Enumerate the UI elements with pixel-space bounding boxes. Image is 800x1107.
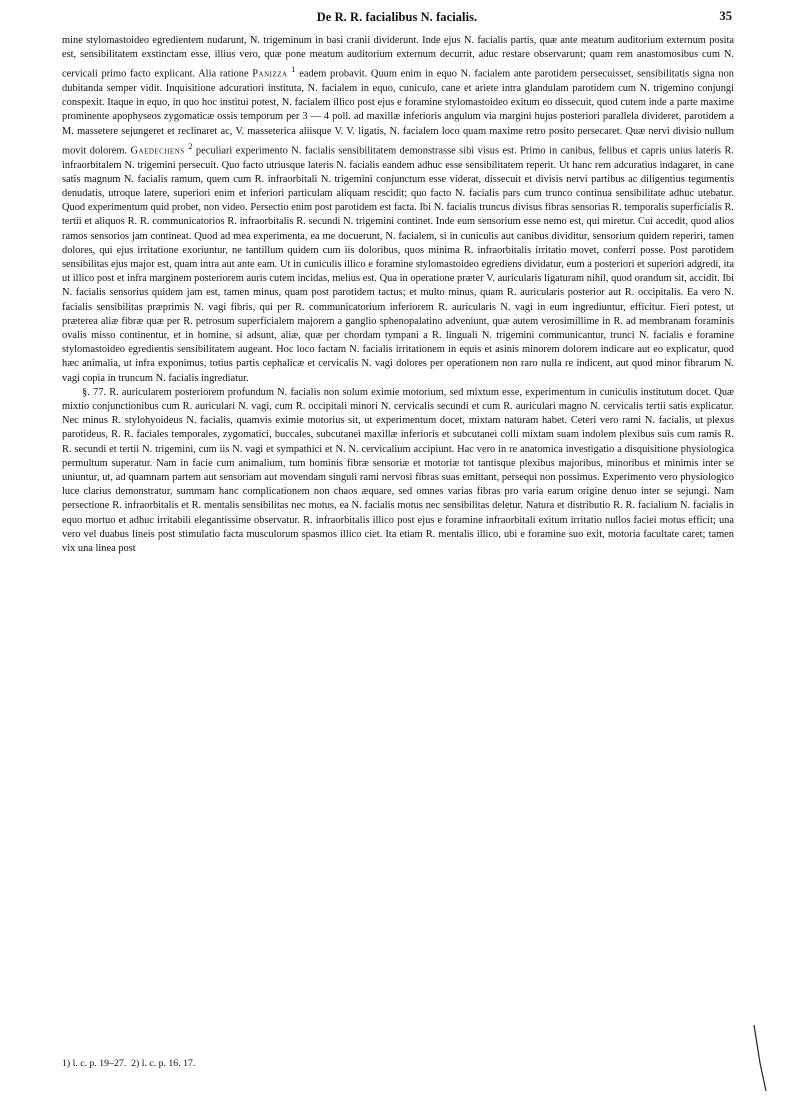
paragraph-1 [62,34,734,386]
footnote-ref-1: 1 [291,64,296,75]
footnote-1: 1) l. c. p. 19–27. [62,1058,127,1069]
footnotes [62,1058,195,1069]
margin-pen-mark [752,1023,770,1093]
running-title: De R. R. facialibus N. facialis. [316,10,478,24]
body-text [62,34,734,556]
paragraph-2: §. 77. R. auricularem posteriorem profundum N. facialis non solum eximie motorium, sed mixtum esse, experimentum in cuniculis institutum docet. Quæ mixtio conjunctionibus cum R. auriculari N. vagi, cum R. occipitali minori N. cervicalis secundi et cum R. auriculari magno N. cervicalis tertii satis explicatur. Nec minus R. stylohyoideus N. facialis, quamvis eximie motorius sit, ut experimentum docet, mixtam naturam habet. Ceteri vero rami N. facialis, ut plexus parotideus, R. R. faciales temporales, zygomatici, buccales, subcutanei maxillæ inferioris et subcutanei colli mixtam suam indolem plexibus suis cum ramis R. R. secundi et tertii N. trigemini, cum iis N. vagi et sympathici et N. N. cervicalium accipiunt. Hac vero in re anatomica investigatio a disquisitione physiologica permultum superatur. Nam in facie cum animalium, tum hominis fibræ sensoriæ et motoriæ tot tantisque plexibus majoribus, minoribus et minimis inter se uniuntur, ut, ad quamnam partem aut sensoriam aut movendam singuli rami nervosi fibras suas emittant, persequi non possimus. Experimento vero physiologico luce clarius demonstratur, summam hanc complicationem non chaos æquare, sed omnes varias fibras pro varia earum origine denuo inter se sejungi. Nam persectione R. infraorbitalis et R. mentalis sensibilitas nec motus, ea N. facialis motus nec sensibilitas deletur. Natura et distributio R. R. facialium N. facialis in equo mortuo et adhuc irritabili elegantissime observatur. R. infraorbitalis illico post ejus e foramine infraorbitali exitum irritatio nullos faciei motus efficit; una vero vel duabus lineis post stimulatio facta musculorum spasmos illico ciet. Ita etiam R. mentalis illico, ubi e foramine suo exit, motoria facultate caret; tamen vix una linea post [62,386,734,555]
running-header [62,10,732,30]
paragraph-1-part-b: eadem probavit. Quum enim in equo N. facialem ante parotidem persecuisset, sensibilitatis signa non dubitanda semper vidit. Inquisitione adcuratiori instituta, N. facialem in equo, cuniculo, cane et ariete intra glandulam parotidem cum N. trigemino conjungi conspexit. Itaque in equo, in quo hoc institui potest, N. facialem illico post ejus e foramine stylomastoideo exitum eo dissecuit, quod cutem inde a parte maxime prominente apophyseos zygomaticæ ossis temporum per 3 — 4 poll. ad maxillæ inferioris angulum via margini hujus posteriori parallela divideret, parotidem a M. massetere sejungeret et reclinaret ac, V. masseterica aliisque V. V. ligatis, N. facialem loco quam maxime retro posito persecaret. Quæ nervi divisio nullum movit dolorem. [62,68,734,157]
author-gaedechens: Gaedechens [130,145,185,157]
footnote-ref-2: 2 [188,140,193,151]
paragraph-1-part-c: peculiari experimento N. facialis sensibilitatem demonstrasse sibi visus est. Primo in canibus, felibus et capris unius lateris R. infraorbitalem N. trigemini persecuit. Quo facto utriusque lateris N. facialis eandem adhuc esse sensibilitatem reperit. Ut hanc rem adcuratius indagaret, in cane satis magnum N. facialis ramum, quem cum R. infraorbitali N. trigemini conjunctum esse viderat, dissecuit et divisis nervi partibus ac diligentius tegumentis denudatis, utroque latere, superiori enim et inferiori particulam aliquam rescidit; quo facto N. facialis pars cum trunco continua sensibilitate adhuc utebatur. Quod experimentum quid probet, non video. Persectio enim post parotidem est facta. Ibi N. facialis truncus divisus fibras sensorias R. temporalis superficialis R. tertii et aliquos R. R. communicatorios R. infraorbitalis R. secundi N. trigemini continet. Inde eum sensorium esse nemo est, qui miretur. Cui accedit, quod alios ramos sensorios jam contineat. Quod ad mea experimenta, ea me docuerunt, N. facialem, si in cuniculis aut canibus dividitur, sensorium quidem reperiri, tamen dolores, qui ejus irritatione exoriuntur, ne tantillum quidem cum iis doloribus, quos minima R. infraorbitalis irritatio movet, conferri posse. Post parotidem sensibilitas ejus major est, quam intra aut ante eam. Ut in cuniculis illico e foramine stylomastoideo egrediens dividatur, eum a posteriori et superiori adgredi, ita ut illico post et infra marginem posteriorem auris cutem incidas, melius est. Qua in operatione præter V. auricularis ligaturam nihil, quod orandum sit, accidit. Ibi N. facialis sensorius quidem jam est, tamen minus, quam post parotidem tactus; et multo minus, quam R. auricularis posterior aut R. occipitalis. Ea vero N. facialis sensibilitas præprimis N. vagi fibris, qui per R. communicatorium inferiorem R. auricularis N. vagi in eum ingrediuntur, efficitur. Fieri potest, ut præterea aliæ fibræ quæ per R. petrosum superficialem majorem a ganglio sphenopalatino adveniunt, quæ autem verosimillime in R. ad membranam foraminis ovalis misso continentur, et in homine, si adsunt, aliæ, quæ per chordam tympani a R. linguali N. trigemini communicantur, trunci N. facialis e foramine stylomastoideo egredientis sensibilitatem augeant. Hoc loco factam N. facialis irritationem in equis et asinis minorem dolorem indicare aut eo explicatur, quod hæc animalia, ut infra exponimus, totius partis cephalicæ et cervicalis N. vagi dolores per operationem non raro nulla re indicent, aut quod minor fibrarum N. vagi copia in truncum N. facialis ingrediatur. [62,145,734,384]
paragraph-1-part-a: mine stylomastoideo egredientem nudarunt, N. trigeminum in basi cranii dividerunt. Inde ejus N. facialis partis, quæ ante meatum auditorium externum posita est, sensibilitatem exstinctam esse, illius vero, quæ pone meatum auditorium externum decurrit, aduc restare observarunt; quam rem anastomosibus cum N. cervicali primo facto explicant. Alia ratione [62,35,734,80]
author-panizza: Panizza [252,68,288,80]
page-number: 35 [719,9,732,23]
footnote-2: 2) l. c. p. 16. 17. [131,1058,196,1069]
